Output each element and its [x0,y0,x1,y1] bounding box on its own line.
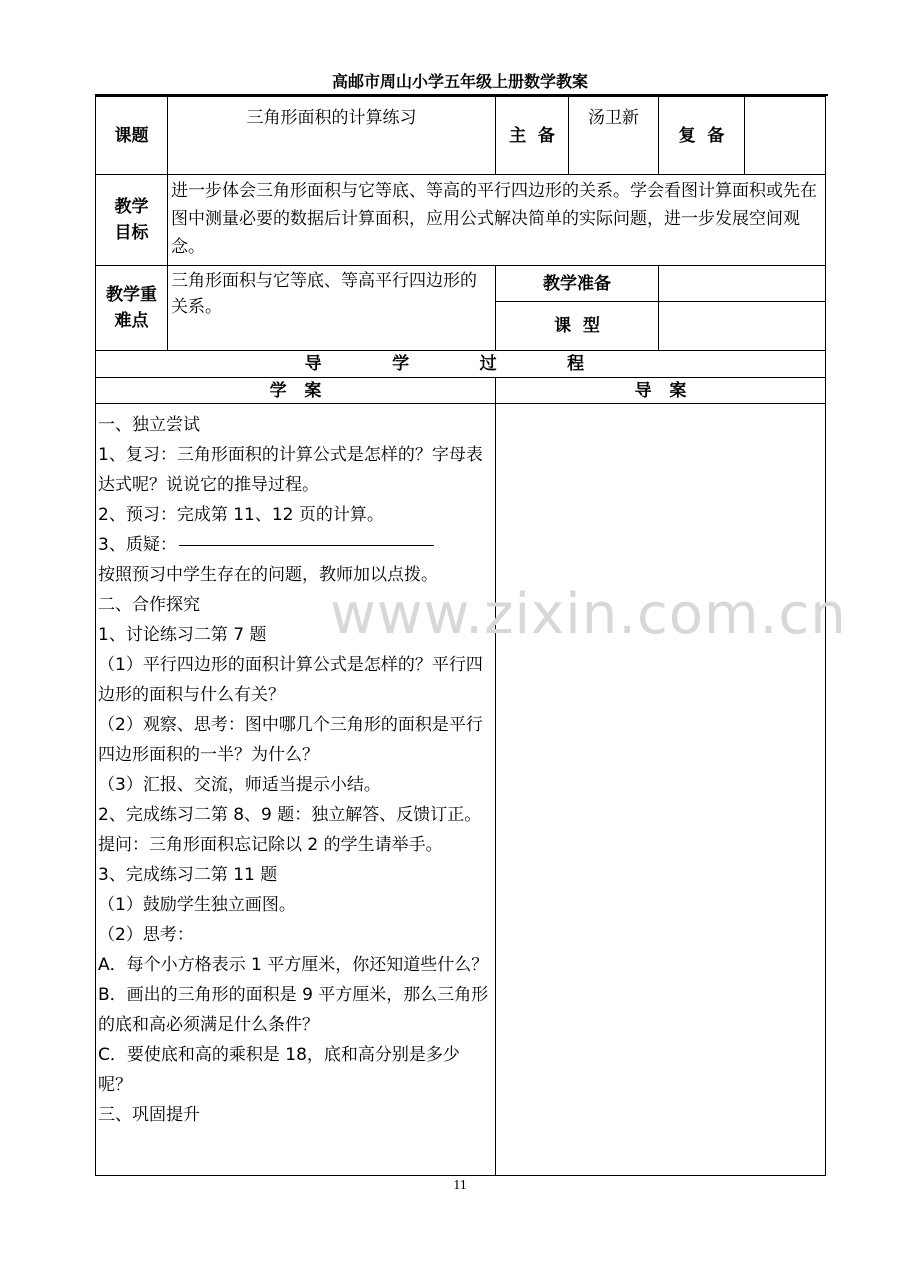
objectives-row [96,175,826,266]
study-line: （2）思考： [98,925,194,945]
study-line: 1、讨论练习二第 7 题 [98,625,267,645]
lead-value: 汤卫新 [569,97,659,175]
objectives-label [96,175,168,266]
keypoints-row [96,266,826,302]
study-line-question [98,530,493,560]
objectives-label-line2: 目标 [114,223,149,243]
guide-column-label: 导 案 [496,378,826,404]
study-line: 三、巩固提升 [98,1105,200,1125]
process-row [96,351,826,378]
page-number: 11 [453,1178,467,1193]
study-line: A．每个小方格表示 1 平方厘米，你还知道些什么？ [98,955,489,975]
study-line: 3、完成练习二第 11 题 [98,865,278,885]
study-line: （2）观察、思考：图中哪几个三角形的面积是平行四边形面积的一半？为什么？ [98,715,483,765]
keypoints-label-line1: 教学重 [106,285,157,305]
objectives-label-line1: 教学 [114,197,149,217]
study-line: 一、独立尝试 [98,415,200,435]
columns-row [96,378,826,404]
guide-content [496,404,826,1176]
study-line: 3、质疑： [98,535,177,555]
keypoints-label-line2: 难点 [114,311,149,331]
keypoints-label [96,266,168,351]
study-line: （1）平行四边形的面积计算公式是怎样的？平行四边形的面积与什么有关？ [98,655,483,705]
objectives-text: 进一步体会三角形面积与它等底、等高的平行四边形的关系。学会看图计算面积或先在图中测量必要的数据后计算面积，应用公式解决简单的实际问题，进一步发展空间观念。 [168,175,826,266]
topic-label: 课题 [96,97,168,175]
page-header: 高邮市周山小学五年级上册数学教案 [331,72,588,91]
type-label: 课 型 [496,302,659,351]
review-label: 复 备 [659,97,745,175]
study-line: 1、复习：三角形面积的计算公式是怎样的？字母表达式呢？说说它的推导过程。 [98,445,483,495]
study-line: （3）汇报、交流，师适当提示小结。 [98,775,381,795]
process-label: 导 学 过 程 [96,351,826,378]
type-value [659,302,826,351]
study-column-label: 学 案 [96,378,496,404]
keypoints-text: 三角形面积与它等底、等高平行四边形的关系。 [168,266,496,351]
topic-value: 三角形面积的计算练习 [168,97,496,175]
topic-row [96,97,826,175]
study-line: B．画出的三角形的面积是 9 平方厘米，那么三角形的底和高必须满足什么条件？ [98,985,489,1035]
review-value [745,97,826,175]
content-row [96,404,826,1176]
watermark: www.zixin.com.cn [330,582,847,647]
prep-value [659,266,826,302]
study-line: 2、完成练习二第 8、9 题：独立解答、反馈订正。提问：三角形面积忘记除以 2 的学生请举手。 [98,805,482,855]
study-line: （1）鼓励学生独立画图。 [98,895,296,915]
study-line: 二、合作探究 [98,595,200,615]
study-line: 按照预习中学生存在的问题，教师加以点拨。 [98,565,438,585]
study-line: 2、预习：完成第 11、12 页的计算。 [98,505,384,525]
study-line: C．要使底和高的乘积是 18，底和高分别是多少呢？ [98,1045,460,1095]
fill-in-blank [179,544,434,546]
prep-label: 教学准备 [496,266,659,302]
study-content [96,404,496,1176]
lead-label: 主 备 [496,97,569,175]
